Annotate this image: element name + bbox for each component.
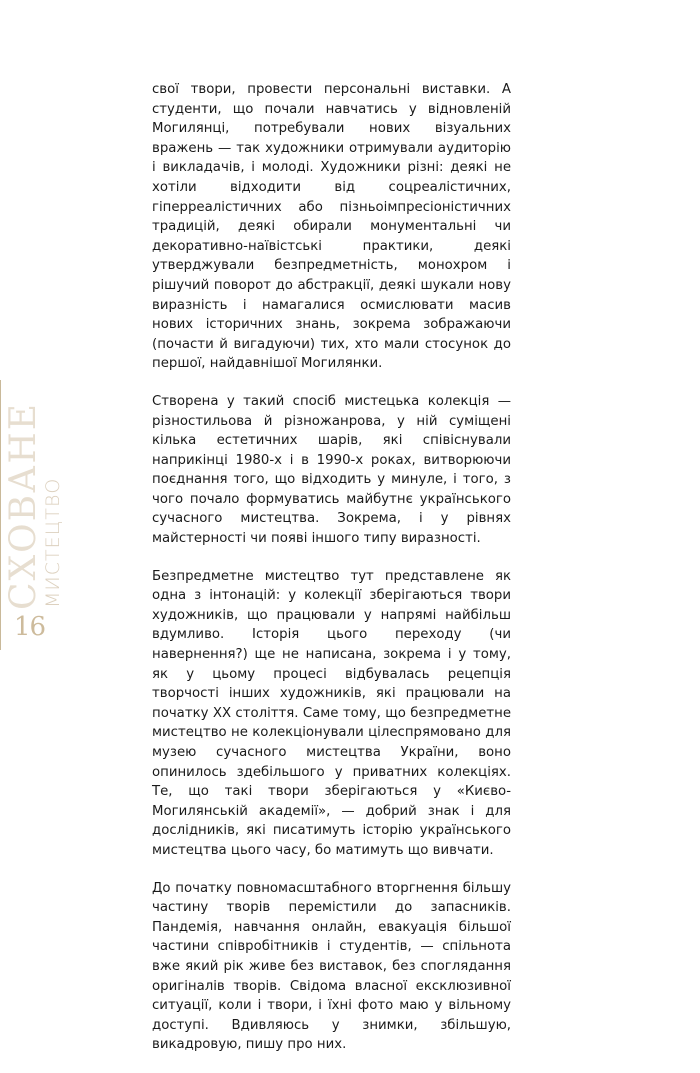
running-head-subtitle: МИСТЕЦТВО <box>42 477 64 608</box>
body-text-column <box>152 80 511 1073</box>
paragraph: Створена у такий спосіб мистецька колекція — різностильова й різножанрова, у ній суміщені кілька естетичних шарів, які співіснували наприкінці 1980-х і в 1990-х роках, витворюючи поєднання того, що відходить у минуле, і того, з чого почало формуватись майбутнє українського сучасного мистецтва. Зокрема, і у рівнях майстерності чи появі іншого типу виразності. <box>152 393 511 547</box>
rail-divider-line <box>0 380 1 650</box>
running-head-rotated <box>5 390 75 610</box>
running-head <box>5 390 75 610</box>
running-head-title: СХОВАНЕ <box>3 401 44 610</box>
side-rail <box>0 380 70 650</box>
paragraph: свої твори, провести персональні виставки. А студенти, що почали навчатись у відновленій Могилянці, потребували нових візуальних вражень — так художники отримували аудиторію і викладачів, і молоді. Художники різні: деякі не хотіли відходити від соцреалістичних, гіперреалістичних або пізньоімпресіоністичних традицій, деякі обирали монументальні чи декоративно-наївістські практики, деякі утверджували безпредметність, монохром і рішучий поворот до абстракції, деякі шукали нову виразність і намагалися осмислювати масив нових історичних знань, зокрема зображаючи (почасти й вигадуючи) тих, хто мали стосунок до першої, найдавнішої Могилянки. <box>152 82 511 372</box>
paragraph: Безпредметне мистецтво тут представлене як одна з інтонацій: у колекції зберігаються твори художників, що працювали у напрямі найбільш вдумливо. Історія цього переходу (чи навернення?) ще не написана, зокрема і у тому, як у цьому процесі відбувалась рецепція творчості інших художників, які працювали на початку ХХ століття. Саме тому, що безпредметне мистецтво не колекціонували цілеспрямовано для музею сучасного мистецтва України, воно опинилось здебільшого у приватних колекціях. Те, що такі твори зберігаються у «Києво-Могилянській академії», — добрий знак і для дослідників, які писатимуть історію українського мистецтва цього часу, бо матимуть що вивчати. <box>152 568 511 858</box>
page-number: 16 <box>14 612 46 642</box>
paragraph: До початку повномасштабного вторгнення більшу частину творів перемістили до запасників. Пандемія, навчання онлайн, евакуація більшої частини співробітників і студентів, — спільнота вже який рік живе без виставок, без споглядання оригіналів творів. Свідома власної ексклюзивної ситуації, коли і твори, і їхні фото маю у вільному доступі. Вдивляюсь у знимки, збільшую, викадровую, пишу про них. <box>152 880 511 1053</box>
